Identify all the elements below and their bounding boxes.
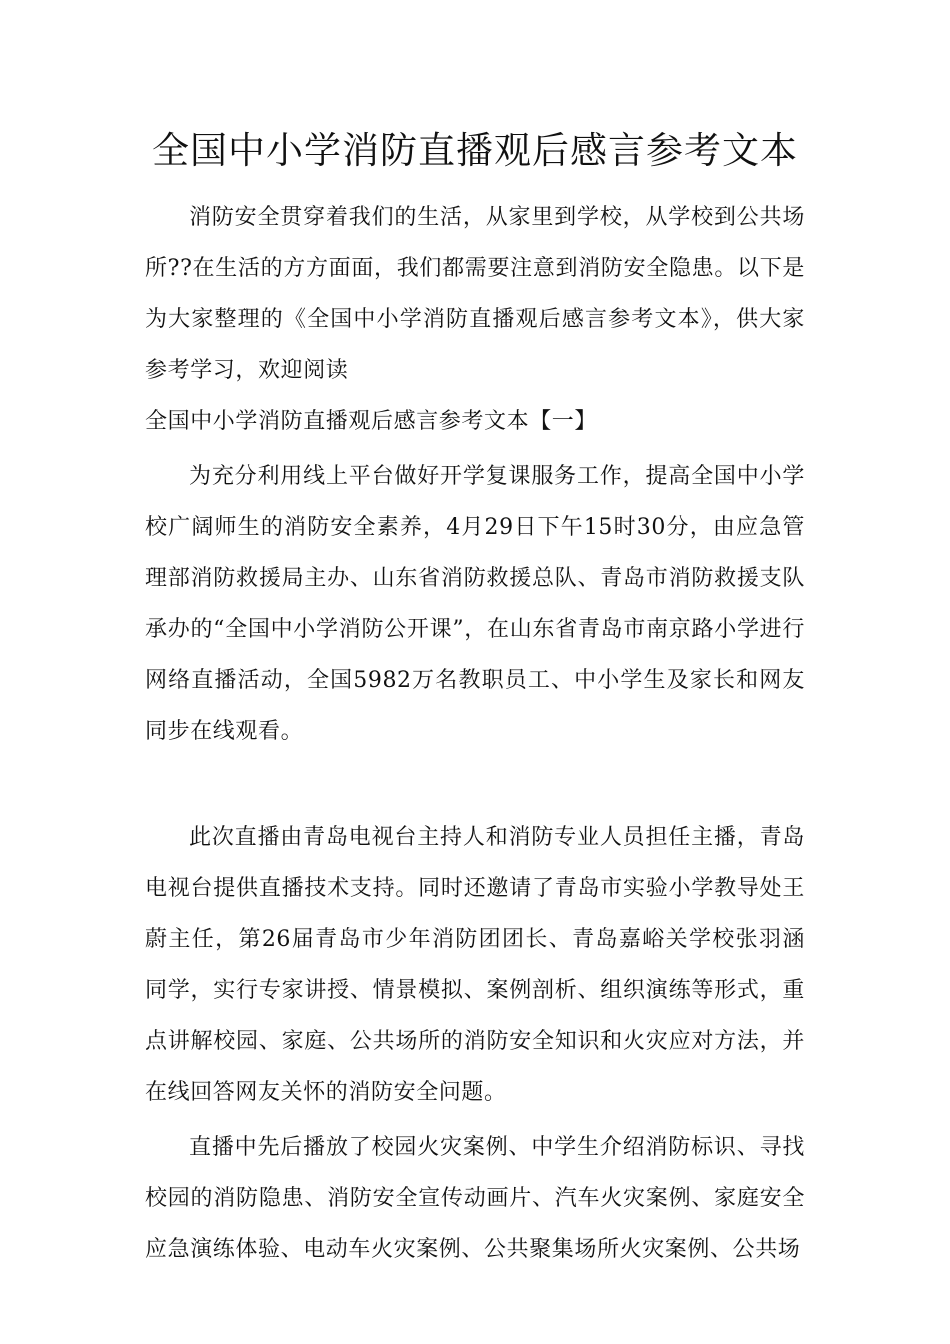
body-paragraph-1: 为充分利用线上平台做好开学复课服务工作，提高全国中小学校广阔师生的消防安全素养，4月29日下午15时30分，由应急管理部消防救援局主办、山东省消防救援总队、青岛市消防救援支队承办的“全国中小学消防公开课”，在山东省青岛市南京路小学进行网络直播活动，全国5982万名教职员工、中小学生及家长和网友同步在线观看。: [145, 464, 805, 744]
paragraph-spacer: [145, 757, 805, 808]
section-heading: 全国中小学消防直播观后感言参考文本【一】: [145, 409, 598, 434]
intro-paragraph: 消防安全贯穿着我们的生活，从家里到学校，从学校到公共场所??在生活的方方面面，我们都需要注意到消防安全隐患。以下是为大家整理的《全国中小学消防直播观后感言参考文本》，供大家参考学习，欢迎阅读: [145, 205, 805, 383]
document-title: 全国中小学消防直播观后感言参考文本: [152, 129, 798, 172]
body-paragraph-2: 此次直播由青岛电视台主持人和消防专业人员担任主播，青岛电视台提供直播技术支持。同时还邀请了青岛市实验小学教导处王蔚主任，第26届青岛市少年消防团团长、青岛嘉峪关学校张羽涵同学，实行专家讲授、情景模拟、案例剖析、组织演练等形式，重点讲解校园、家庭、公共场所的消防安全知识和火灾应对方法，并在线回答网友关怀的消防安全问题。: [145, 825, 805, 1105]
body-paragraph-3: 直播中先后播放了校园火灾案例、中学生介绍消防标识、寻找校园的消防隐患、消防安全宣传动画片、汽车火灾案例、家庭安全应急演练体验、电动车火灾案例、公共聚集场所火灾案例、公共场: [145, 1135, 805, 1262]
